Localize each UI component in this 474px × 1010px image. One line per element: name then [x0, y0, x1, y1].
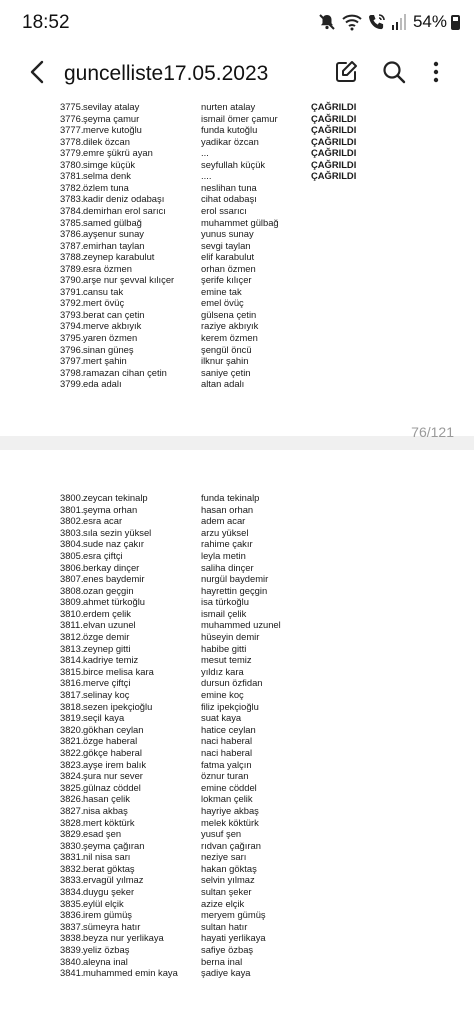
- row-number: 3807.: [60, 573, 84, 585]
- parent-name: funda tekinalp: [201, 492, 260, 503]
- parent-name: hakan göktaş: [201, 862, 257, 874]
- row-number: 3785.: [60, 216, 84, 228]
- signal-icon: [391, 13, 407, 31]
- parent-name: yunus sunay: [201, 228, 254, 240]
- student-name: samed gülbağ: [83, 216, 142, 228]
- row-number: 3836.: [60, 909, 84, 921]
- row-number: 3805.: [60, 549, 84, 561]
- student-name: sude naz çakır: [83, 538, 144, 550]
- parent-name: emine tak: [201, 285, 242, 297]
- mute-icon: [317, 12, 337, 32]
- parent-name: berna inal: [201, 955, 243, 967]
- row-number: 3829.: [60, 828, 84, 840]
- student-name: kadriye temiz: [83, 654, 139, 666]
- row-number: 3801.: [60, 503, 84, 515]
- more-vert-icon[interactable]: [420, 56, 452, 88]
- student-name: gökçe haberal: [83, 746, 142, 758]
- student-name: şeyma çağıran: [83, 839, 145, 851]
- parent-name: kerem özmen: [201, 332, 258, 343]
- student-name: selma denk: [83, 170, 131, 182]
- student-name: aleyna inal: [83, 955, 128, 967]
- parent-name: arzu yüksel: [201, 526, 249, 538]
- student-name: cansu tak: [83, 285, 124, 297]
- student-name: mert köktürk: [83, 816, 135, 828]
- student-name: eylül elçik: [83, 897, 124, 909]
- student-name: nisa akbaş: [83, 804, 128, 816]
- row-number: 3827.: [60, 804, 84, 816]
- row-number: 3775.: [60, 101, 84, 112]
- document-title: guncelliste17.05.2023: [64, 62, 269, 85]
- parent-name: hasan orhan: [201, 503, 254, 515]
- row-number: 3810.: [60, 607, 84, 619]
- row-number: 3776.: [60, 112, 84, 124]
- parent-name: yusuf şen: [201, 828, 242, 840]
- row-number: 3819.: [60, 712, 84, 724]
- parent-name: mesut temiz: [201, 654, 252, 666]
- row-number: 3817.: [60, 689, 84, 701]
- wifi-calling-icon: [367, 12, 387, 32]
- row-number: 3818.: [60, 700, 84, 712]
- parent-name: suat kaya: [201, 712, 242, 724]
- parent-name: safiye özbaş: [201, 944, 254, 955]
- parent-name: fatma yalçın: [201, 758, 252, 770]
- student-name: gökhan ceylan: [83, 723, 144, 735]
- row-number: 3835.: [60, 897, 84, 909]
- student-name: mert övüç: [83, 297, 125, 309]
- row-number: 3778.: [60, 135, 84, 147]
- parent-name: sevgi taylan: [201, 239, 251, 251]
- student-name: birce melisa kara: [83, 665, 154, 677]
- parent-name: saniye çetin: [201, 366, 251, 378]
- parent-name: şerife kılıçer: [201, 274, 252, 286]
- parent-name: erol ssarıcı: [201, 204, 247, 216]
- row-number: 3800.: [60, 492, 84, 503]
- student-name: berkay dinçer: [83, 561, 140, 573]
- parent-name: cihat odabaşı: [201, 193, 257, 205]
- row-number: 3830.: [60, 839, 84, 851]
- row-number: 3794.: [60, 320, 84, 332]
- parent-name: funda kutoğlu: [201, 124, 258, 136]
- row-number: 3784.: [60, 204, 84, 216]
- row-number: 3826.: [60, 793, 84, 805]
- student-name: özge demir: [83, 631, 130, 643]
- student-name: merve çiftçi: [83, 677, 131, 689]
- row-number: 3841.: [60, 967, 84, 979]
- student-name: simge küçük: [83, 158, 136, 170]
- parent-name: ismail ömer çamur: [201, 112, 278, 124]
- page-indicator: 76/121: [411, 424, 454, 440]
- row-number: 3781.: [60, 170, 84, 182]
- wifi-icon: [341, 12, 363, 32]
- student-name: ahmet türkoğlu: [83, 596, 146, 608]
- student-name: şeyma çamur: [83, 112, 140, 124]
- student-name: şeyma orhan: [83, 503, 138, 515]
- parent-name: sultan hatır: [201, 920, 248, 932]
- search-icon[interactable]: [378, 56, 410, 88]
- parent-name: naci haberal: [201, 746, 253, 758]
- row-number: 3824.: [60, 770, 84, 782]
- row-number: 3820.: [60, 723, 84, 735]
- student-name: beyza nur yerlikaya: [83, 932, 164, 944]
- parent-name: öznur turan: [201, 770, 249, 782]
- row-number: 3838.: [60, 932, 84, 944]
- student-name: eda adalı: [83, 378, 122, 390]
- pdf-page-77: [0, 450, 474, 1010]
- parent-name: leyla metin: [201, 549, 246, 561]
- student-name: berat can çetin: [83, 308, 145, 320]
- parent-name: ismail çelik: [201, 607, 247, 619]
- student-name: zeycan tekinalp: [83, 492, 148, 503]
- student-name: merve akbıyık: [83, 320, 142, 332]
- student-name: duygu şeker: [83, 886, 135, 898]
- row-number: 3834.: [60, 886, 84, 898]
- parent-name: şengül öncü: [201, 343, 252, 355]
- row-number: 3839.: [60, 944, 84, 955]
- call-status: ÇAĞRILDI: [311, 170, 357, 182]
- student-name: enes baydemir: [83, 573, 145, 585]
- student-name: nil nisa sarı: [83, 851, 131, 863]
- row-number: 3780.: [60, 158, 84, 170]
- call-status: ÇAĞRILDI: [311, 147, 357, 159]
- row-number: 3804.: [60, 538, 84, 550]
- student-name: sümeyra hatır: [83, 920, 141, 932]
- student-name: zeynep karabulut: [83, 251, 155, 263]
- parent-name: ...: [201, 147, 209, 159]
- parent-name: rıdvan çağıran: [201, 839, 261, 851]
- student-name: arşe nur şevval kılıçer: [83, 274, 175, 286]
- parent-name: elif karabulut: [201, 251, 255, 263]
- pdf-viewer[interactable]: [0, 102, 474, 1001]
- row-number: 3795.: [60, 332, 84, 343]
- call-status: ÇAĞRILDI: [311, 101, 357, 112]
- parent-name: ilknur şahin: [201, 355, 249, 367]
- student-name: merve kutoğlu: [83, 124, 142, 136]
- parent-name: hüseyin demir: [201, 631, 260, 643]
- call-status: ÇAĞRILDI: [311, 158, 357, 170]
- row-number: 3787.: [60, 239, 84, 251]
- student-name: selinay koç: [83, 689, 130, 701]
- row-number: 3840.: [60, 955, 84, 967]
- row-number: 3782.: [60, 181, 84, 193]
- student-name: sezen ipekçioğlu: [83, 700, 153, 712]
- call-status: ÇAĞRILDI: [311, 135, 357, 147]
- status-bar: [0, 0, 474, 46]
- row-number: 3833.: [60, 874, 84, 886]
- parent-name: muhammed uzunel: [201, 619, 281, 631]
- parent-name: melek köktürk: [201, 816, 259, 828]
- parent-name: lokman çelik: [201, 793, 253, 805]
- row-number: 3783.: [60, 193, 84, 205]
- row-number: 3814.: [60, 654, 84, 666]
- row-number: 3790.: [60, 274, 84, 286]
- row-number: 3792.: [60, 297, 84, 309]
- status-icons: [317, 12, 460, 32]
- student-name: ramazan cihan çetin: [83, 366, 167, 378]
- row-number: 3802.: [60, 515, 84, 527]
- student-name: gülnaz cöddel: [83, 781, 141, 793]
- call-status: ÇAĞRILDI: [311, 124, 357, 136]
- parent-name: neziye sarı: [201, 851, 247, 863]
- student-name: sinan güneş: [83, 343, 134, 355]
- student-name: ozan geçgin: [83, 584, 134, 596]
- row-number: 3803.: [60, 526, 84, 538]
- parent-name: muhammet gülbağ: [201, 216, 279, 228]
- row-number: 3806.: [60, 561, 84, 573]
- parent-name: hatice ceylan: [201, 723, 256, 735]
- row-number: 3828.: [60, 816, 84, 828]
- student-name: şura nur sever: [83, 770, 143, 782]
- row-number: 3786.: [60, 228, 84, 240]
- parent-name: şadiye kaya: [201, 967, 251, 979]
- parent-name: habibe gitti: [201, 642, 247, 654]
- row-number: 3796.: [60, 343, 84, 355]
- student-name: ayşenur sunay: [83, 228, 144, 240]
- student-name: esra çiftçi: [83, 549, 123, 561]
- student-name: ayşe irem balık: [83, 758, 147, 770]
- row-number: 3822.: [60, 746, 84, 758]
- status-time: 18:52: [22, 12, 70, 33]
- app-bar: [0, 46, 474, 102]
- row-number: 3811.: [60, 619, 83, 631]
- row-number: 3779.: [60, 147, 84, 159]
- row-number: 3808.: [60, 584, 84, 596]
- parent-name: nurten atalay: [201, 101, 256, 112]
- student-name: irem gümüş: [83, 909, 132, 921]
- student-name: emirhan taylan: [83, 239, 145, 251]
- parent-name: saliha dinçer: [201, 561, 254, 573]
- parent-name: yıldız kara: [201, 665, 244, 677]
- parent-name: selvin yılmaz: [201, 874, 255, 886]
- student-name: sıla sezin yüksel: [83, 526, 152, 538]
- parent-name: filiz ipekçioğlu: [201, 700, 259, 712]
- student-name: özge haberal: [83, 735, 138, 747]
- row-number: 3823.: [60, 758, 84, 770]
- student-name: yeliz özbaş: [83, 944, 130, 955]
- parent-name: emine koç: [201, 689, 244, 701]
- parent-name: naci haberal: [201, 735, 253, 747]
- student-name: esra özmen: [83, 262, 132, 274]
- student-name: demirhan erol sarıcı: [83, 204, 166, 216]
- student-name: esad şen: [83, 828, 122, 840]
- student-name: berat göktaş: [83, 862, 135, 874]
- row-number: 3793.: [60, 308, 84, 320]
- parent-name: meryem gümüş: [201, 909, 266, 921]
- battery-percent: 54%: [412, 12, 447, 31]
- row-number: 3816.: [60, 677, 84, 689]
- parent-name: rahime çakır: [201, 538, 253, 550]
- student-name: mert şahin: [83, 355, 127, 367]
- parent-name: seyfullah küçük: [201, 158, 266, 170]
- parent-name: gülsena çetin: [201, 308, 257, 320]
- student-name: hasan çelik: [83, 793, 130, 805]
- row-number: 3815.: [60, 665, 84, 677]
- student-name: ervagül yılmaz: [83, 874, 144, 886]
- parent-name: yadikar özcan: [201, 135, 259, 147]
- row-number: 3789.: [60, 262, 84, 274]
- row-number: 3831.: [60, 851, 84, 863]
- student-name: seçil kaya: [83, 712, 125, 724]
- parent-name: emel övüç: [201, 297, 244, 309]
- student-name: emre şükrü ayan: [83, 147, 153, 159]
- student-name: esra acar: [83, 515, 123, 527]
- call-status: ÇAĞRILDI: [311, 112, 357, 124]
- student-name: sevilay atalay: [83, 101, 140, 112]
- parent-name: hayati yerlikaya: [201, 932, 266, 944]
- student-name: kadir deniz odabaşı: [83, 193, 165, 205]
- student-name: muhammed emin kaya: [83, 967, 178, 979]
- parent-name: nurgül baydemir: [201, 573, 269, 585]
- parent-name: ....: [201, 170, 212, 182]
- student-name: elvan uzunel: [83, 619, 136, 631]
- parent-name: sultan şeker: [201, 886, 252, 898]
- parent-name: altan adalı: [201, 378, 245, 390]
- edit-icon[interactable]: [330, 56, 362, 88]
- pdf-page-76: [0, 102, 474, 436]
- row-number: 3832.: [60, 862, 84, 874]
- row-number: 3798.: [60, 366, 84, 378]
- parent-name: neslihan tuna: [201, 181, 257, 193]
- row-number: 3812.: [60, 631, 84, 643]
- row-number: 3813.: [60, 642, 84, 654]
- row-number: 3837.: [60, 920, 84, 932]
- row-number: 3797.: [60, 355, 84, 367]
- row-number: 3821.: [60, 735, 84, 747]
- student-name: erdem çelik: [83, 607, 131, 619]
- parent-name: hayrettin geçgin: [201, 584, 268, 596]
- parent-name: raziye akbıyık: [201, 320, 259, 332]
- student-name: yaren özmen: [83, 332, 138, 343]
- parent-name: azize elçik: [201, 897, 245, 909]
- row-number: 3799.: [60, 378, 84, 390]
- parent-name: hayriye akbaş: [201, 804, 259, 816]
- parent-name: isa türkoğlu: [201, 596, 249, 608]
- parent-name: orhan özmen: [201, 262, 256, 274]
- row-number: 3825.: [60, 781, 84, 793]
- row-number: 3788.: [60, 251, 84, 263]
- row-number: 3777.: [60, 124, 84, 136]
- row-number: 3791.: [60, 285, 84, 297]
- back-arrow-icon[interactable]: [22, 56, 54, 88]
- battery-icon: [451, 15, 460, 30]
- parent-name: dursun özfidan: [201, 677, 263, 689]
- student-name: dilek özcan: [83, 135, 130, 147]
- student-name: özlem tuna: [83, 181, 129, 193]
- parent-name: adem acar: [201, 515, 246, 527]
- parent-name: emine cöddel: [201, 781, 257, 793]
- student-name: zeynep gitti: [83, 642, 131, 654]
- row-number: 3809.: [60, 596, 84, 608]
